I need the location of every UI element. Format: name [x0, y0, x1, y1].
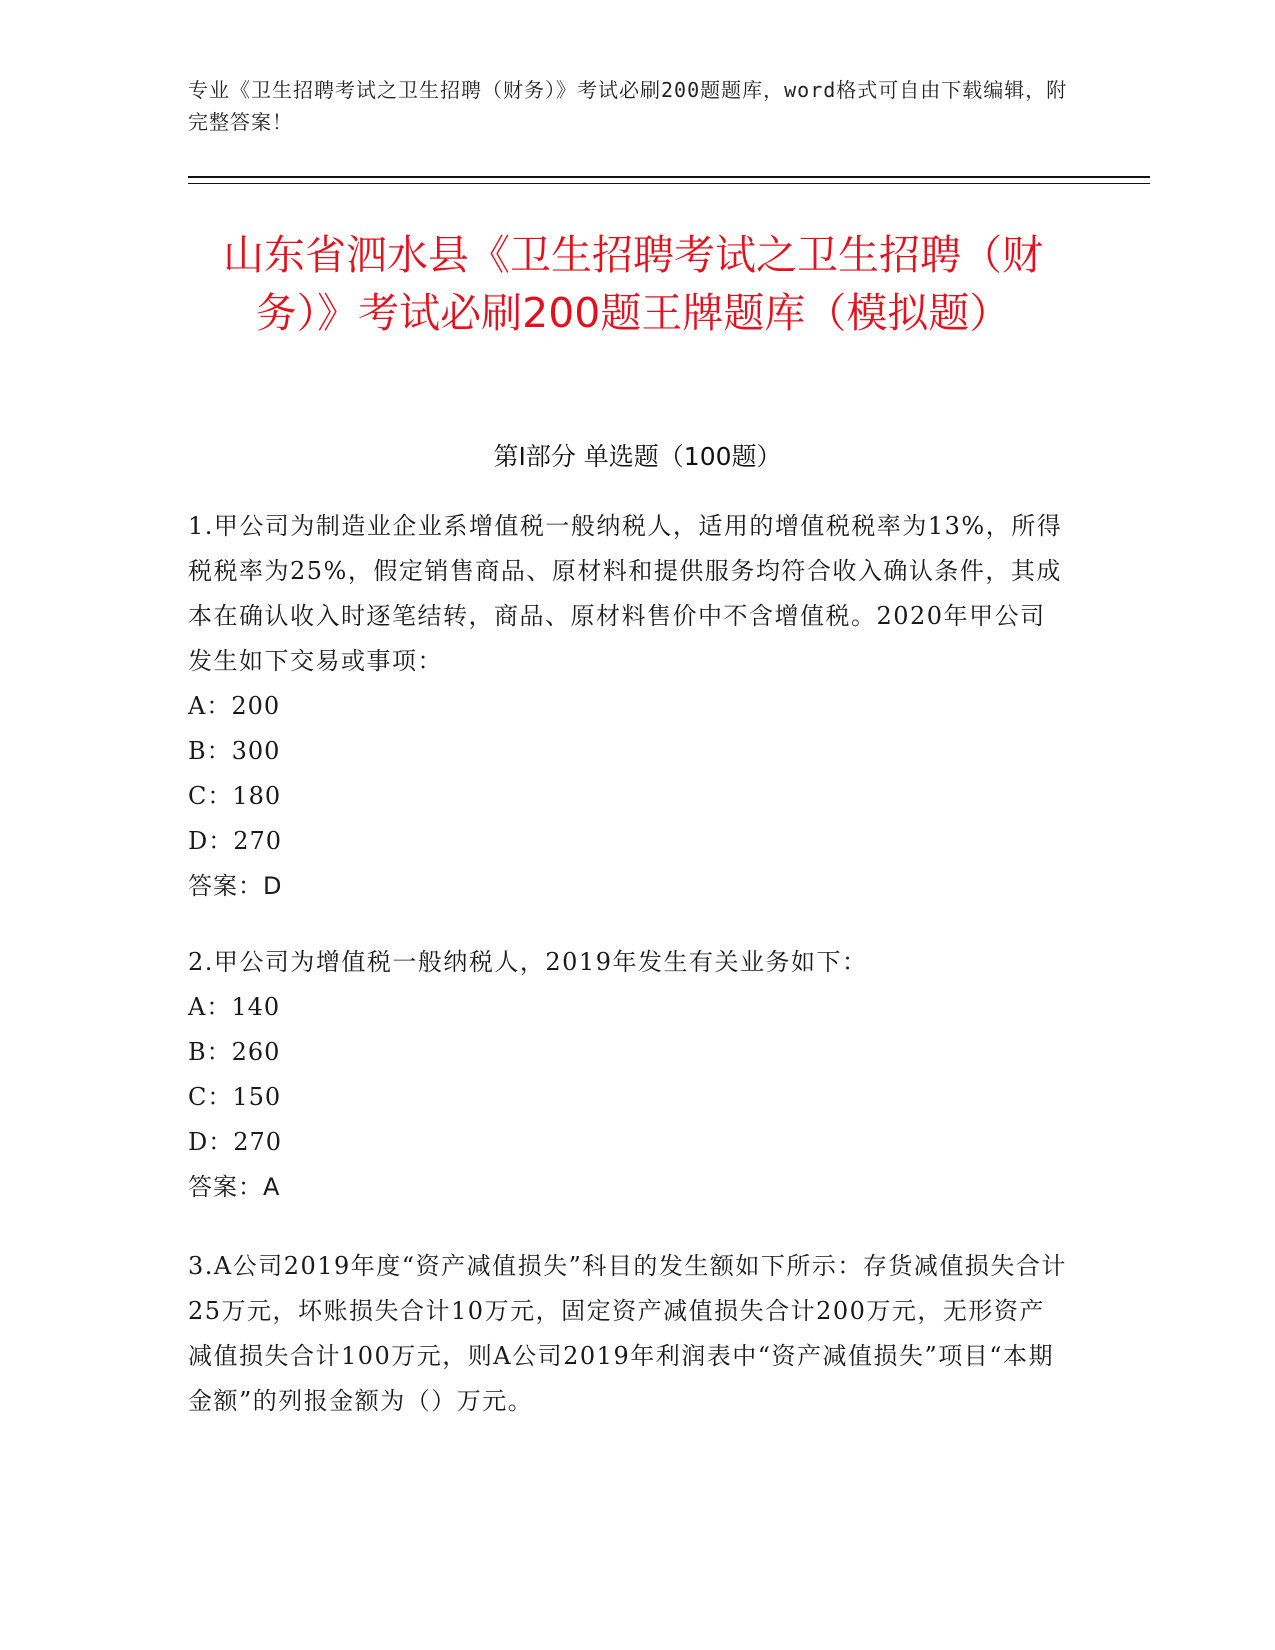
question-3	[188, 1244, 1068, 1424]
question-stem: 3.A公司2019年度“资产减值损失”科目的发生额如下所示：存货减值损失合计25万元，坏账损失合计10万元，固定资产减值损失合计200万元，无形资产减值损失合计100万元，则A公司2019年利润表中“资产减值损失”项目“本期金额”的列报金额为（）万元。	[188, 1252, 1067, 1415]
option-d: D：270	[188, 1128, 283, 1156]
answer: 答案：D	[188, 872, 283, 900]
option-c: C：150	[188, 1083, 282, 1111]
header-note: 专业《卫生招聘考试之卫生招聘（财务）》考试必刷200题题库，word格式可自由下载编辑，附完整答案！	[188, 78, 1068, 134]
question-2	[188, 940, 1068, 1210]
option-a: A：140	[188, 993, 281, 1021]
document-title: 山东省泗水县《卫生招聘考试之卫生招聘（财务）》考试必刷200题王牌题库（模拟题）	[223, 231, 1043, 337]
option-a: A：200	[188, 692, 281, 720]
answer: 答案：A	[188, 1173, 281, 1201]
option-b: B：300	[188, 737, 281, 765]
question-stem: 2.甲公司为增值税一般纳税人，2019年发生有关业务如下：	[188, 948, 868, 976]
option-b: B：260	[188, 1038, 281, 1066]
option-c: C：180	[188, 782, 282, 810]
option-d: D：270	[188, 827, 283, 855]
header-divider-thin	[188, 183, 1150, 184]
header-divider-thick	[188, 176, 1150, 178]
question-1	[188, 504, 1068, 909]
question-stem: 1.甲公司为制造业企业系增值税一般纳税人，适用的增值税税率为13%，所得税税率为25%，假定销售商品、原材料和提供服务均符合收入确认条件，其成本在确认收入时逐笔结转，商品、原材料售价中不含增值税。2020年甲公司发生如下交易或事项：	[188, 512, 1063, 675]
section-heading: 第I部分 单选题（100题）	[493, 442, 782, 471]
